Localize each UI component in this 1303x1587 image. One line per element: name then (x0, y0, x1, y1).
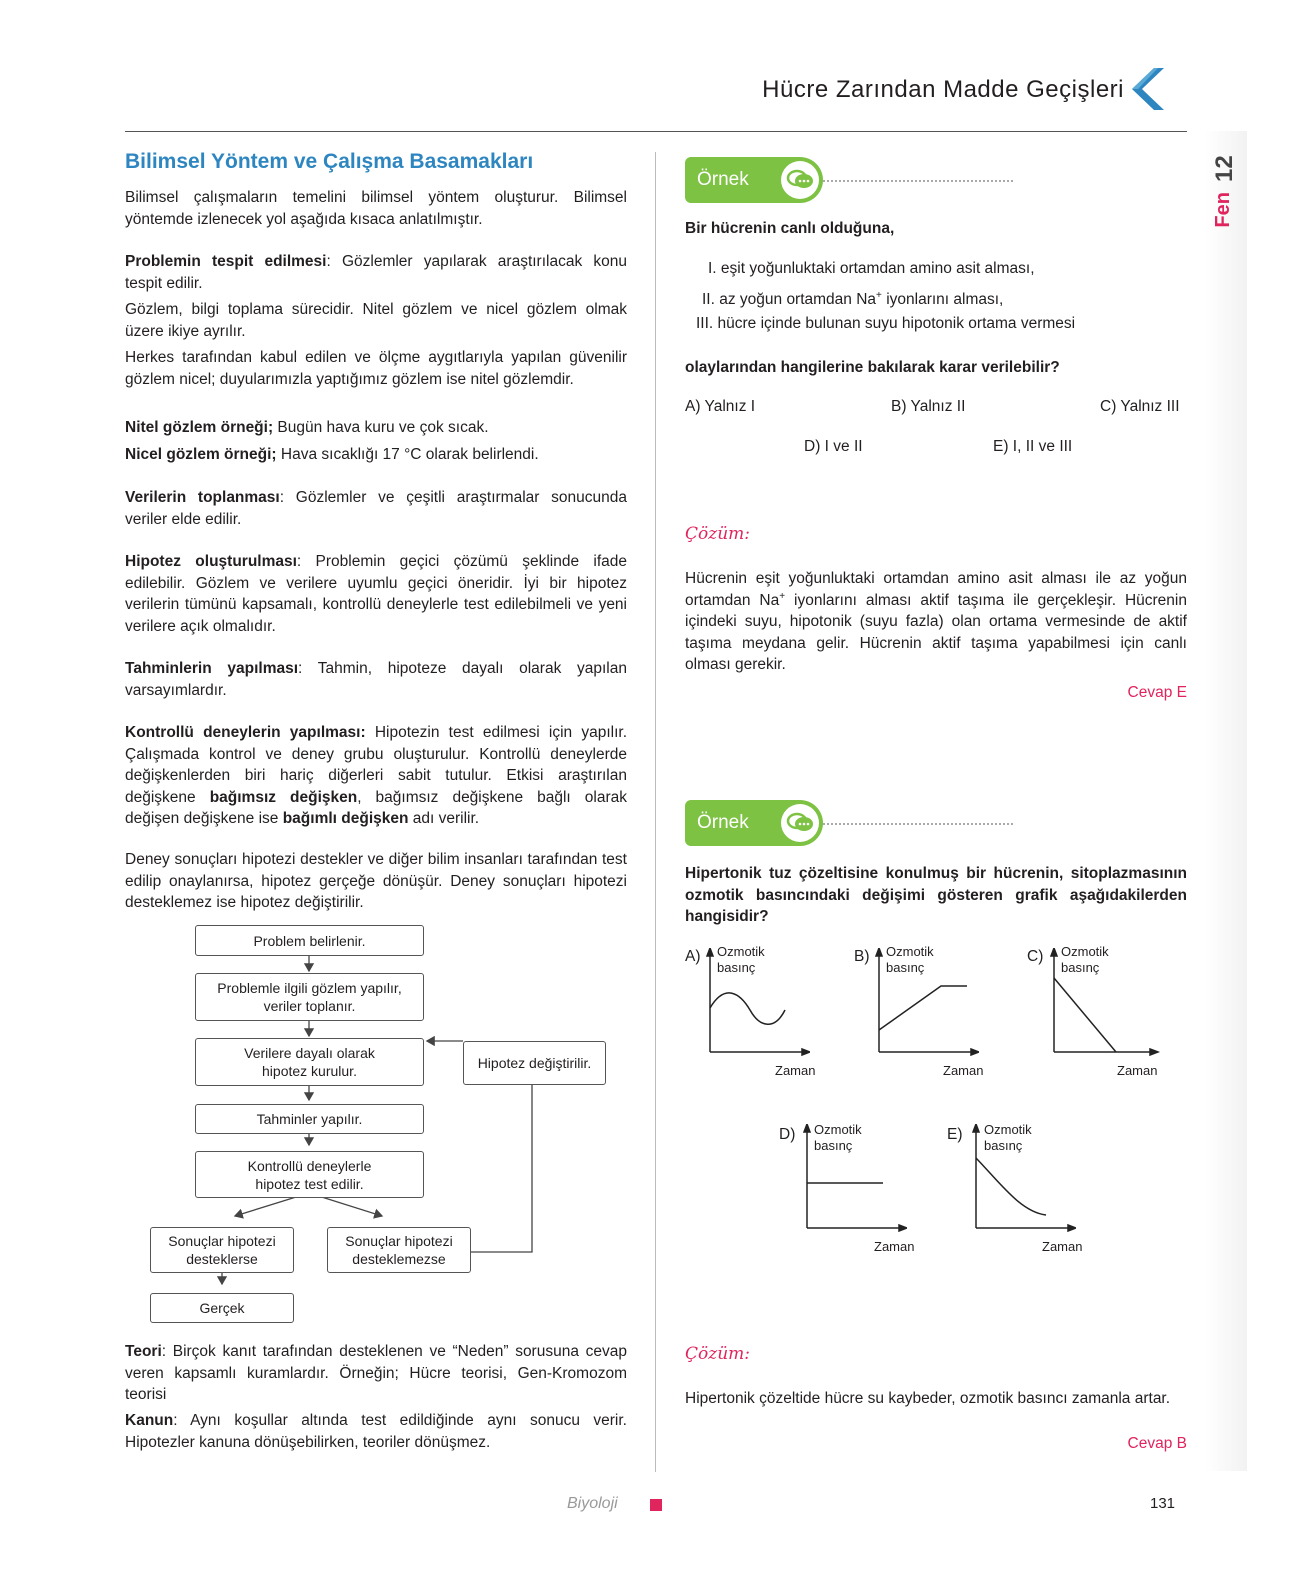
text: : Gözlemler yapılarak araştırılacak konu tespit edilir. (125, 253, 627, 292)
footer-subject: Biyoloji (567, 1495, 618, 1512)
term: Nitel gözlem örneği; (125, 419, 274, 436)
flow-box-gozlem: Problemle ilgili gözlem yapılır, veriler toplanır. (195, 973, 424, 1021)
veriler-paragraph (125, 487, 627, 530)
deney-paragraph: Deney sonuçları hipotezi destekler ve diğer bilim insanları tarafından test edilip onaylanırsa, hipotez gerçeğe dönüşür. Deney sonuçları hipotezi desteklemez ise hipotez değiştirilir. (125, 851, 627, 911)
term: Tahminlerin yapılması (125, 660, 299, 677)
superscript: + (876, 290, 882, 301)
x-axis-label: Zaman (1117, 1063, 1158, 1078)
q1-item-2 (702, 285, 1003, 311)
text: : Aynı koşullar altında test edildiğinde aynı sonucu verir. Hipotezler kanuna dönüşebilirken, teoriler dönüşmez. (125, 1412, 627, 1451)
q1-item-3: III. hücre içinde bulunan suyu hipotonik ortama vermesi (696, 315, 1076, 332)
side-tab-number: 12 (1211, 155, 1238, 182)
speech-bubble-icon (781, 804, 819, 842)
graph-a-option[interactable]: A) (685, 948, 701, 965)
flow-box-hipotez-degistirilir: Hipotez değiştirilir. (463, 1041, 606, 1085)
y-label-line-2: basınç (717, 960, 756, 975)
term: Nicel gözlem örneği; (125, 446, 277, 463)
q1-solution (685, 568, 1187, 676)
flow-box-kontrollu-deney: Kontrollü deneylerle hipotez test edilir. (195, 1151, 424, 1198)
y-label-line-1: Ozmotik (886, 944, 934, 959)
graph-e (966, 1124, 1076, 1234)
q1-stem: Bir hücrenin canlı olduğuna, (685, 220, 895, 237)
graph-d-option[interactable]: D) (779, 1126, 796, 1143)
ornek-badge-2 (685, 800, 823, 846)
graph-c-option[interactable]: C) (1027, 948, 1044, 965)
term: Kontrollü deneylerin yapılması: (125, 724, 366, 741)
kanun-paragraph (125, 1410, 627, 1453)
x-axis-label: Zaman (1042, 1239, 1083, 1254)
text: Hipotezin test edilmesi için yapılır. Çalışmada kontrol ve deney grubu oluşturulur. Kontrollü deneylerde değişkenlerden biri hariç diğerleri sabit tutulur. Etkisi araştırılan değişkene (125, 724, 628, 806)
bagimsiz-term: bağımsız değişken (209, 788, 358, 806)
herkes-paragraph: Herkes tarafından kabul edilen ve ölçme aygıtlarıyla yapılan güvenilir gözlem nicel; duyularımızla yaptığımız gözlem ise nitel gözlemdir. (125, 349, 627, 388)
hipotez-paragraph (125, 551, 627, 637)
text: : Birçok kanıt tarafından desteklenen ve “Neden” sorusuna cevap veren kapsamlı kuramlardır. Örneğin; Hücre teorisi, Gen-Kromozom teorisi (125, 1343, 627, 1403)
gozlem-paragraph: Gözlem, bilgi toplama sürecidir. Nitel gözlem ve nicel gözlem olmak üzere ikiye ayrılır. (125, 301, 627, 340)
tahmin-paragraph (125, 658, 627, 701)
graph-e-option[interactable]: E) (947, 1126, 963, 1143)
teori-paragraph (125, 1341, 627, 1406)
kontrol-paragraph (125, 722, 627, 830)
graph-a (700, 948, 810, 1058)
ornek-badge-1 (685, 157, 823, 203)
term: Teori (125, 1343, 162, 1360)
text: adı verilir. (408, 810, 480, 827)
graph-d (797, 1124, 907, 1234)
ornek-label: Örnek (697, 812, 749, 833)
chevron-left-icon (1124, 66, 1168, 112)
q1-option-d[interactable]: D) I ve II (804, 438, 863, 455)
y-label-line-2: basınç (886, 960, 925, 975)
header-rule (125, 131, 1187, 132)
flow-box-hipotez: Verilere dayalı olarak hipotez kurulur. (195, 1038, 424, 1086)
q2-answer: Cevap B (1127, 1435, 1187, 1452)
nicel-paragraph (125, 444, 627, 466)
page-header-title: Hücre Zarından Madde Geçişleri (762, 76, 1124, 103)
text: Hava sıcaklığı 17 °C olarak belirlendi. (276, 446, 539, 463)
flow-box-problem: Problem belirlenir. (195, 925, 424, 956)
term: Problemin tespit edilmesi (125, 253, 327, 270)
q2-stem: Hipertonik tuz çözeltisine konulmuş bir hücrenin, sitoplazmasının ozmotik basıncındaki değişimi gösteren grafik aşağıdakilerden hangisidir? (685, 865, 1187, 925)
section-title: Bilimsel Yöntem ve Çalışma Basamakları (125, 150, 534, 173)
y-label-line-1: Ozmotik (717, 944, 765, 959)
text: : Problemin geçici çözümü şeklinde ifade edilebilir. Gözlem ve verilere uyumlu geçici öneridir. İyi bir hipotez verilerin tümünü kapsamalı, kontrollü deneylerle test edilebilmeli ve yeni verilere açık olmalıdır. (125, 553, 627, 635)
text: : Tahmin, hipoteze dayalı olarak yapılan varsayımlardır. (125, 660, 627, 699)
intro-paragraph: Bilimsel çalışmaların temelini bilimsel yöntem oluşturur. Bilimsel yöntemde izlenecek yol aşağıda kısaca anlatılmıştır. (125, 189, 627, 228)
column-divider (655, 152, 656, 1472)
flow-box-tahmin: Tahminler yapılır. (195, 1104, 424, 1134)
side-tab-letters: Fen (1212, 192, 1234, 228)
q1-cozum-label: Çözüm: (685, 524, 750, 544)
flow-box-gercek: Gerçek (150, 1293, 294, 1323)
y-label-line-1: Ozmotik (814, 1122, 862, 1137)
x-axis-label: Zaman (775, 1063, 816, 1078)
text: iyonlarını alması, (881, 291, 1004, 309)
page-number: 131 (1150, 1495, 1176, 1512)
footer-square-icon (650, 1499, 662, 1511)
nitel-paragraph (125, 417, 627, 439)
text: Bugün hava kuru ve çok sıcak. (273, 419, 489, 436)
text: II. az yoğun ortamdan Na (702, 291, 877, 309)
q1-option-c[interactable]: C) Yalnız III (1100, 398, 1180, 415)
y-label-line-2: basınç (984, 1138, 1023, 1153)
bagimli-term: bağımlı değişken (282, 810, 409, 827)
q1-answer: Cevap E (1127, 684, 1187, 701)
term: Hipotez oluşturulması (125, 553, 297, 570)
graph-b-option[interactable]: B) (854, 948, 870, 965)
q1-ask: olaylarından hangilerine bakılarak karar verilebilir? (685, 359, 1060, 376)
dotted-rule (823, 823, 1013, 825)
y-label-line-2: basınç (814, 1138, 853, 1153)
y-label-line-1: Ozmotik (1061, 944, 1109, 959)
flow-box-destekler: Sonuçlar hipotezi desteklerse (150, 1227, 294, 1273)
term: Kanun (125, 1412, 174, 1429)
text: , bağımsız değişkene bağlı olarak değişen değişkene ise (125, 788, 627, 827)
q2-solution: Hipertonik çözeltide hücre su kaybeder, ozmotik basıncı zamanla artar. (685, 1390, 1171, 1407)
q1-item-1: I. eşit yoğunluktaki ortamdan amino asit alması, (708, 260, 1035, 277)
problem-paragraph (125, 251, 627, 294)
text: : Gözlemler ve çeşitli araştırmalar sonucunda veriler elde edilir. (125, 489, 627, 528)
ornek-label: Örnek (697, 169, 749, 190)
graph-b (869, 948, 979, 1058)
y-label-line-1: Ozmotik (984, 1122, 1032, 1137)
q1-option-e[interactable]: E) I, II ve III (993, 438, 1073, 455)
text: Hücrenin eşit yoğunluktaki ortamdan amino asit alması ile az yoğun ortamdan Na (685, 570, 1187, 609)
graph-c (1044, 948, 1160, 1058)
superscript: + (779, 590, 786, 602)
y-label-line-2: basınç (1061, 960, 1100, 975)
q1-option-b[interactable]: B) Yalnız II (891, 398, 966, 415)
x-axis-label: Zaman (943, 1063, 984, 1078)
q1-option-a[interactable]: A) Yalnız I (685, 398, 756, 415)
flow-box-desteklemez: Sonuçlar hipotezi desteklemezse (327, 1227, 471, 1273)
x-axis-label: Zaman (874, 1239, 915, 1254)
term: Verilerin toplanması (125, 489, 280, 506)
dotted-rule (823, 180, 1013, 182)
text: iyonlarını alması aktif taşıma ile gerçekleşir. Hücrenin içindeki suyu, hipotonik (suyu fazla) olan ortama vermesinde de aktif taşıma meydana gelir. Hücrenin aktif taşıma yapabilmesi için canlı olması gerekir. (685, 591, 1187, 673)
q2-cozum-label: Çözüm: (685, 1344, 750, 1364)
speech-bubble-icon (781, 161, 819, 199)
side-strip (1205, 131, 1247, 1471)
